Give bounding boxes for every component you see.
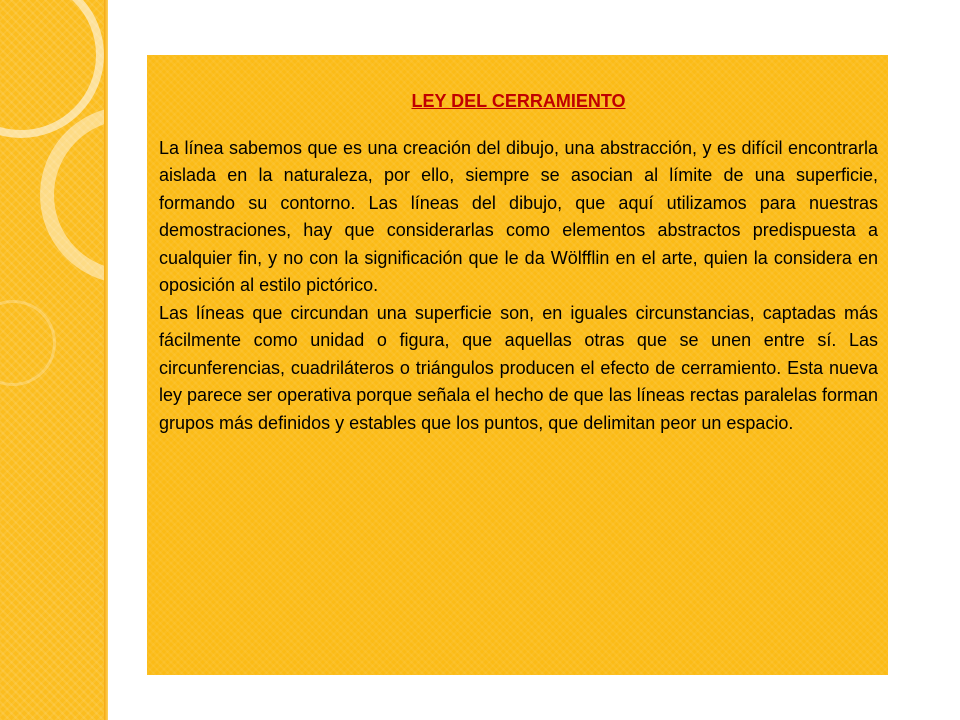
decorative-ring-small [0,300,56,386]
body-paragraph-2: Las líneas que circundan una superficie son, en iguales circunstancias, captadas más fácilmente como unidad o figura, que aquellas otras que se unen entre sí. Las circunferencias, cuadriláteros o triángulos producen el efecto de cerramiento. Esta nueva ley parece ser operativa porque señala el hecho de que las líneas rectas paralelas forman grupos más definidos y estables que los puntos, que delimitan peor un espacio. [159,302,878,433]
body-paragraph-1: La línea sabemos que es una creación del dibujo, una abstracción, y es difícil encontrarla aislada en la naturaleza, por ello, siempre se asocian al límite de una superficie, formando su contorno. Las líneas del dibujo, que aquí utilizamos para nuestras demostraciones, hay que considerarlas como elementos abstractos predispuesta a cualquier fin, y no con la significación que le da Wölfflin en el arte, quien la considera en oposición al estilo pictórico. [159,137,878,296]
slide-title: LEY DEL CERRAMIENTO [411,91,626,111]
decorative-side-band [0,0,108,720]
side-band-edge [104,0,108,720]
slide-content-box [147,55,888,675]
